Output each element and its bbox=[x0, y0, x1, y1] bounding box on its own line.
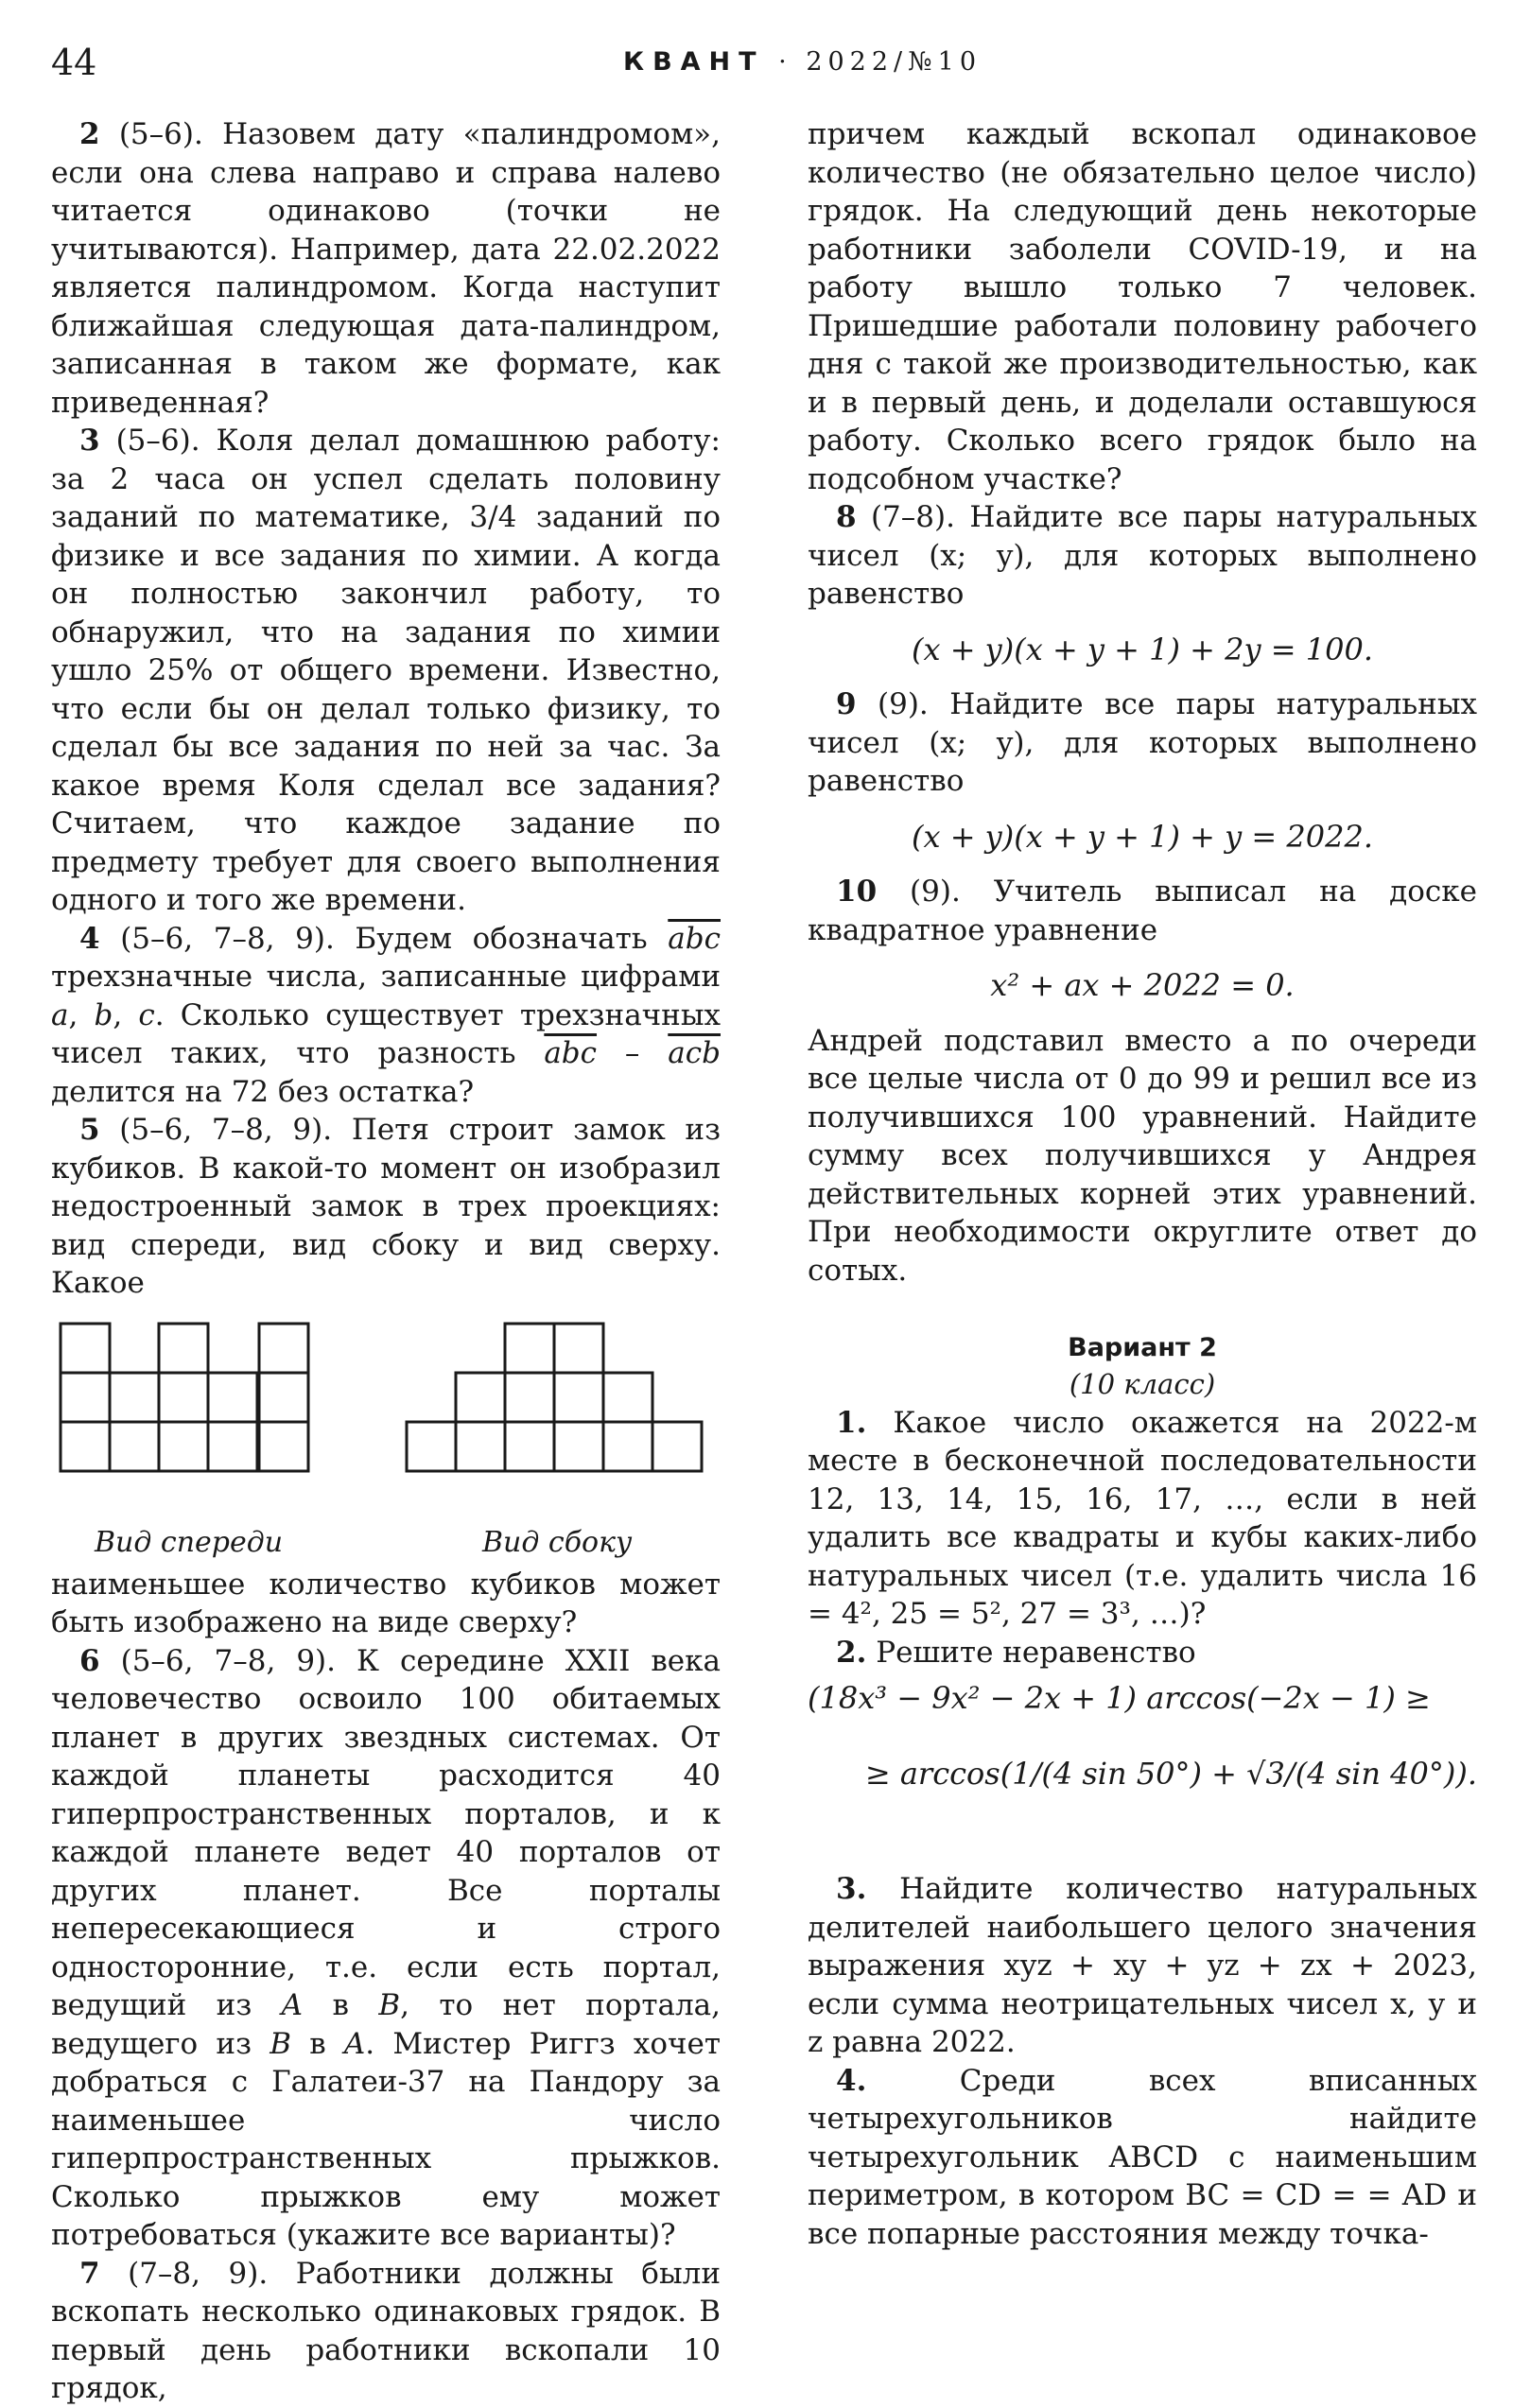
inequality-line-2: ≥ arccos(1/(4 sin 50°) + √3/(4 sin 40°)). bbox=[864, 1756, 1477, 1792]
problem-number: 7 bbox=[79, 2256, 100, 2291]
problem-number: 9 bbox=[836, 687, 857, 721]
problem-text: Какое число окажется на 2022-м месте в бесконечной последовательности 12, 13, 14, 15, 16, 17, …, если в ней удалить все квадраты и кубы каких-либо натуральных чисел (т.е. удалить числа 16 = 4², 25 = 5², 27 = 3³, …)? bbox=[808, 1405, 1477, 1631]
v2-problem-2 bbox=[808, 1634, 1477, 1672]
problem-text: Среди всех вписанных четырехугольников найдите четырехугольник ABCD с наименьшим периметром, в котором BC = CD = = AD и все попарные расстояния между точка- bbox=[808, 2063, 1477, 2251]
problem-text: (5–6). Назовем дату «палиндромом», если она слева направо и справа налево читается одинаково (точки не учитываются). Например, дата 22.02.2022 является палиндромом. Когда наступит ближайшая следующая дата-палиндром, записанная в таком же формате, как приведенная? bbox=[51, 117, 721, 420]
problem-5 bbox=[51, 1111, 721, 1303]
figure-captions bbox=[51, 1524, 721, 1566]
front-view-caption: Вид спереди bbox=[95, 1525, 284, 1559]
problem-7 bbox=[51, 2255, 721, 2408]
front-view-figure bbox=[59, 1322, 278, 1511]
var-A: A bbox=[343, 2026, 366, 2061]
problem-number: 4. bbox=[836, 2063, 867, 2098]
overlined-abc: $\overline{abc}$ bbox=[544, 1036, 598, 1070]
problem-text: (9). Учитель выписал на доске квадратное уравнение bbox=[808, 875, 1477, 947]
var-B: B bbox=[378, 1988, 401, 2022]
problem-text: в bbox=[303, 1988, 379, 2022]
problem-2 bbox=[51, 115, 721, 422]
inequality-line-1: (18x³ − 9x² − 2x + 1) arccos(−2x − 1) ≥ bbox=[808, 1680, 1431, 1716]
problem-text: Решите неравенство bbox=[866, 1635, 1196, 1670]
separator: , bbox=[113, 997, 139, 1032]
overlined-acb: $\overline{acb}$ bbox=[668, 1036, 721, 1070]
problem-text: (7–8). Найдите все пары натуральных чисел (x; y), для которых выполнено равенство bbox=[808, 500, 1477, 611]
separator: , bbox=[68, 997, 95, 1032]
journal-name: КВАНТ bbox=[623, 47, 765, 77]
problem-text: (5–6, 7–8, 9). Петя строит замок из кубиков. В какой-то момент он изобразил недостроенный замок в трех проекциях: вид спереди, вид сбоку и вид сверху. Какое bbox=[51, 1113, 721, 1300]
equation-10: x² + ax + 2022 = 0. bbox=[990, 967, 1295, 1003]
var-A: A bbox=[281, 1988, 304, 2022]
side-view-figure bbox=[405, 1322, 707, 1511]
problem-10-continued: Андрей подставил вместо a по очереди все целые числа от 0 до 99 и решил все из получившихся 100 уравнений. Найдите сумму всех получившихся у Андрея действительных корней этих уравнений. При необходимости округлите ответ до сотых. bbox=[808, 1023, 1477, 1288]
equation-9: (x + y)(x + y + 1) + y = 2022. bbox=[911, 818, 1373, 855]
problem-text: (7–8, 9). Работники должны были вскопать несколько одинаковых грядок. В первый день работники вскопали 10 грядок, bbox=[51, 2256, 721, 2405]
journal-title bbox=[623, 47, 982, 77]
problem-text: (5–6, 7–8, 9). К середине XXII века человечество освоило 100 обитаемых планет в других звездных системах. От каждой планеты расходится 40 гиперпространственных порталов, и к каждой планете ведет 40 порталов от других планет. Все порталы непересекающиеся и строго односторонние, т.е. если есть портал, ведущий из bbox=[51, 1643, 721, 2022]
problem-6 bbox=[51, 1642, 721, 2255]
problem-5-continued: наименьшее количество кубиков может быть изображено на виде сверху? bbox=[51, 1567, 721, 1639]
problem-number: 6 bbox=[79, 1643, 100, 1678]
problem-number: 10 bbox=[836, 875, 878, 909]
var-B: B bbox=[270, 2026, 291, 2061]
problem-number: 8 bbox=[836, 500, 857, 534]
problem-text: Найдите количество натуральных делителей наибольшего целого значения выражения xyz + xy + yz + zx + 2023, если сумма неотрицательных чисел x, y и z равна 2022. bbox=[808, 1872, 1477, 2059]
page-number: 44 bbox=[51, 42, 97, 83]
variant-subheading: (10 класс) bbox=[1069, 1368, 1216, 1400]
problem-7-continued: причем каждый вскопал одинаковое количество (не обязательно целое число) грядок. На следующий день некоторые работники заболели COVID-19, и на работу вышло только 7 человек. Пришедшие работали половину рабочего дня с такой же производительностью, как и в первый день, и доделали оставшуюся работу. Сколько всего грядок было на подсобном участке? bbox=[808, 117, 1477, 496]
problem-8 bbox=[808, 498, 1477, 614]
problem-text: делится на 72 без остатка? bbox=[51, 1074, 475, 1109]
problem-number: 4 bbox=[79, 921, 100, 956]
problem-9 bbox=[808, 685, 1477, 801]
problem-number: 2 bbox=[79, 117, 100, 151]
problem-number: 2. bbox=[836, 1635, 867, 1670]
variant-heading: Вариант 2 bbox=[1068, 1333, 1217, 1362]
var-c: c bbox=[138, 997, 155, 1032]
var-b: b bbox=[94, 997, 113, 1032]
front-view-figure-right bbox=[257, 1322, 363, 1511]
problem-10 bbox=[808, 873, 1477, 949]
problem-text: в bbox=[291, 2026, 344, 2061]
problem-text: трехзначные числа, записанные цифрами bbox=[51, 960, 721, 994]
problem-text: , то нет портала, ведущего из bbox=[51, 1988, 722, 2061]
problem-text: (5–6, 7–8, 9). Будем обозначать bbox=[99, 921, 669, 956]
problem-text: . Сколько существует трехзначных чисел таких, что разность bbox=[51, 997, 721, 1070]
overlined-abc: $\overline{abc}$ bbox=[668, 921, 721, 956]
right-column bbox=[808, 115, 1477, 2253]
issue-number: · 2022/№10 bbox=[778, 47, 983, 77]
castle-figures bbox=[51, 1322, 721, 1520]
v2-problem-1 bbox=[808, 1404, 1477, 1634]
problem-number: 3. bbox=[836, 1872, 867, 1906]
v2-problem-4 bbox=[808, 2062, 1477, 2254]
problem-text: (9). Найдите все пары натуральных чисел (x; y), для которых выполнено равенство bbox=[808, 687, 1477, 798]
running-header bbox=[51, 42, 1470, 89]
problem-3 bbox=[51, 422, 721, 920]
var-a: a bbox=[51, 997, 69, 1032]
problem-number: 3 bbox=[79, 424, 100, 458]
equation-8: (x + y)(x + y + 1) + 2y = 100. bbox=[911, 631, 1373, 667]
problem-text: (5–6). Коля делал домашнюю работу: за 2 часа он успел сделать половину заданий по математике, 3/4 заданий по физике и все задания по химии. А когда он полностью закончил работу, то обнаружил, что на задания по химии ушло 25% от общего времени. Известно, что если бы он делал только физику, то сделал бы все задания по ней за час. За какое время Коля сделал все задания? Считаем, что каждое задание по предмету требует для своего выполнения одного и того же времени. bbox=[51, 424, 721, 917]
problem-number: 1. bbox=[836, 1405, 867, 1440]
problem-text: . Мистер Риггз хочет добраться с Галатеи-37 на Пандору за наименьшее число гиперпространственных прыжков. Сколько прыжков ему может потребоваться (укажите все варианты)? bbox=[51, 2026, 721, 2252]
left-column bbox=[51, 115, 721, 2408]
side-view-caption: Вид сбоку bbox=[482, 1525, 633, 1559]
problem-number: 5 bbox=[79, 1113, 100, 1147]
problem-4 bbox=[51, 920, 721, 1112]
minus-sign: – bbox=[597, 1036, 669, 1070]
inequality bbox=[808, 1672, 1477, 1870]
v2-problem-3 bbox=[808, 1870, 1477, 2062]
